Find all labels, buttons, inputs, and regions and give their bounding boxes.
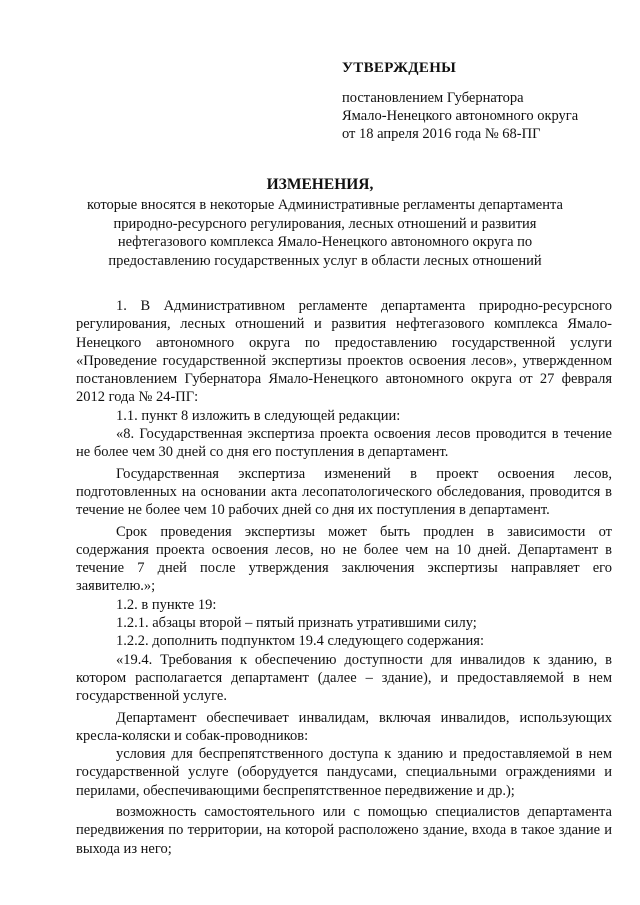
paragraph-expertise-changes: Государственная экспертиза изменений в проект освоения лесов, подготовленных на основании акта лесопатологического обследования, проводится в течение не более чем 10 рабочих дней со дня их поступления в департамент. [76, 465, 612, 519]
approval-date-line: от 18 апреля 2016 года № 68-ПГ [342, 126, 541, 142]
paragraph-1-2-2: 1.2.2. дополнить подпунктом 19.4 следующего содержания: [116, 633, 484, 650]
subtitle-line: которые вносятся в некоторые Административные регламенты департамента [87, 197, 563, 213]
paragraph-1-2: 1.2. в пункте 19: [116, 596, 217, 613]
paragraph-1: 1. В Административном регламенте департамента природно-ресурсного регулирования, лесных отношений и развития нефтегазового комплекса Ямало-Ненецкого автономного округа по предоставлению государственной услуги «Проведение государственной экспертизы проектов освоения лесов», утвержденном постановлением Губернатора Ямало-Ненецкого автономного округа от 27 февраля 2012 года № 24-ПГ: [76, 298, 612, 406]
document-title: ИЗМЕНЕНИЯ, [266, 176, 374, 193]
approval-decree-line: постановлением Губернатора [342, 90, 524, 106]
paragraph-expertise-term: Срок проведения экспертизы может быть продлен в зависимости от содержания проекта освоения лесов, но не более чем на 10 дней. Департамент в течение 7 дней после утверждения заключения экспертизы направляет его заявителю.»; [76, 523, 612, 595]
document-subtitle [70, 196, 580, 270]
subtitle-line: предоставлению государственных услуг в области лесных отношений [108, 252, 542, 269]
subtitle-line: нефтегазового комплекса Ямало-Ненецкого автономного округа по [117, 234, 533, 250]
paragraph-movement-possibility: возможность самостоятельного или с помощью специалистов департамента передвижения по территории, на которой расположено здание, входа в такое здание и выхода из него; [76, 804, 612, 857]
approval-title: УТВЕРЖДЕНЫ [342, 60, 457, 76]
paragraph-1-2-1: 1.2.1. абзацы второй – пятый признать утратившими силу; [116, 615, 477, 632]
approval-block [342, 60, 612, 143]
document-body [76, 297, 612, 858]
paragraph-point-8: «8. Государственная экспертиза проекта освоения лесов проводится в течение не более чем 30 дней со дня его поступления в департамент. [76, 426, 612, 461]
paragraph-access-conditions: условия для беспрепятственного доступа к зданию и предоставляемой в нем государственной услуге (оборудуется пандусами, специальными ограждениями и перилами, обеспечивающими беспрепятственное передвижение и др.); [76, 746, 612, 799]
paragraph-19-4: «19.4. Требования к обеспечению доступности для инвалидов к зданию, в котором располагается департамент (далее – здание), и предоставляемой в нем государственной услуге. [76, 651, 612, 705]
paragraph-1-1: 1.1. пункт 8 изложить в следующей редакции: [116, 407, 401, 424]
approval-region-line: Ямало-Ненецкого автономного округа [342, 108, 579, 124]
subtitle-line: природно-ресурсного регулирования, лесных отношений и развития [113, 215, 537, 232]
paragraph-department-provides: Департамент обеспечивает инвалидам, включая инвалидов, использующих кресла-коляски и собак-проводников: [76, 709, 612, 744]
